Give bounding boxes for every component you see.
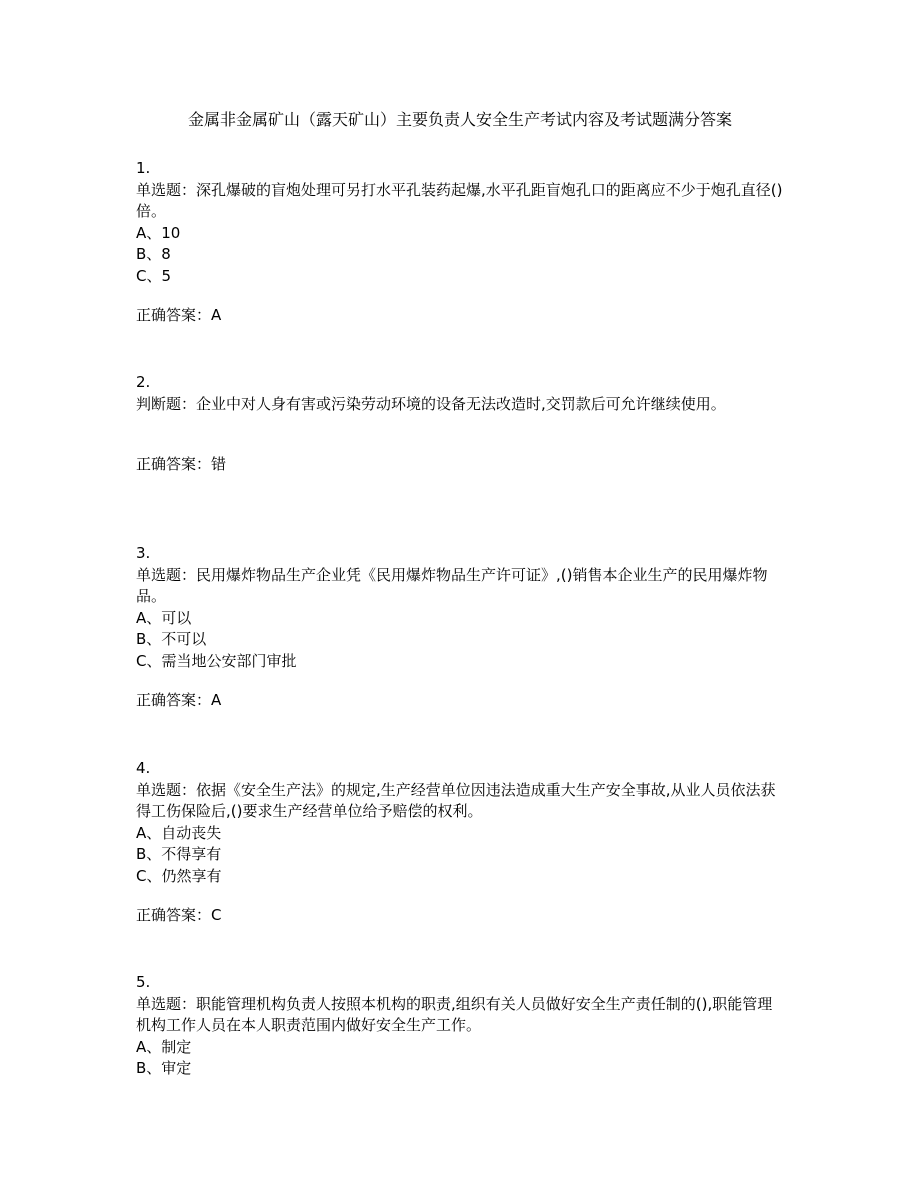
- option-b: B、审定: [136, 1059, 192, 1077]
- question-stem: 单选题：深孔爆破的盲炮处理可另打水平孔装药起爆,水平孔距盲炮孔口的距离应不少于炮孔直径()倍。: [136, 180, 783, 220]
- option-a: A、可以: [136, 608, 192, 627]
- question-number: 1.: [136, 159, 151, 177]
- question-stem: 判断题：企业中对人身有害或污染劳动环境的设备无法改造时,交罚款后可允许继续使用。: [136, 394, 726, 413]
- option-a: A、自动丧失: [136, 823, 222, 842]
- option-b: B、不可以: [136, 630, 207, 648]
- option-a: A、制定: [136, 1037, 192, 1056]
- question-block: [136, 158, 786, 327]
- option-b: B、8: [136, 245, 171, 263]
- question-number: 5.: [136, 973, 151, 991]
- question-block: [136, 972, 786, 1080]
- correct-answer: 正确答案：错: [136, 455, 227, 473]
- option-c: C、仍然享有: [136, 866, 222, 885]
- option-a: A、10: [136, 223, 181, 242]
- option-c: C、5: [136, 266, 172, 285]
- question-stem: 单选题：依据《安全生产法》的规定,生产经营单位因违法造成重大生产安全事故,从业人员依法获得工伤保险后,()要求生产经营单位给予赔偿的权利。: [136, 780, 776, 820]
- correct-answer: 正确答案：A: [136, 306, 222, 324]
- question-block: [136, 372, 786, 476]
- question-block: [136, 758, 786, 927]
- option-c: C、需当地公安部门审批: [136, 651, 297, 670]
- question-number: 2.: [136, 373, 151, 391]
- question-number: 4.: [136, 759, 151, 777]
- question-block: [136, 543, 786, 712]
- correct-answer: 正确答案：C: [136, 906, 222, 924]
- option-b: B、不得享有: [136, 845, 222, 863]
- question-stem: 单选题：民用爆炸物品生产企业凭《民用爆炸物品生产许可证》,()销售本企业生产的民用爆炸物品。: [136, 565, 768, 605]
- document-title: 金属非金属矿山（露天矿山）主要负责人安全生产考试内容及考试题满分答案: [187, 110, 732, 129]
- correct-answer: 正确答案：A: [136, 691, 222, 709]
- question-stem: 单选题：职能管理机构负责人按照本机构的职责,组织有关人员做好安全生产责任制的(),职能管理机构工作人员在本人职责范围内做好安全生产工作。: [136, 994, 773, 1034]
- question-number: 3.: [136, 544, 151, 562]
